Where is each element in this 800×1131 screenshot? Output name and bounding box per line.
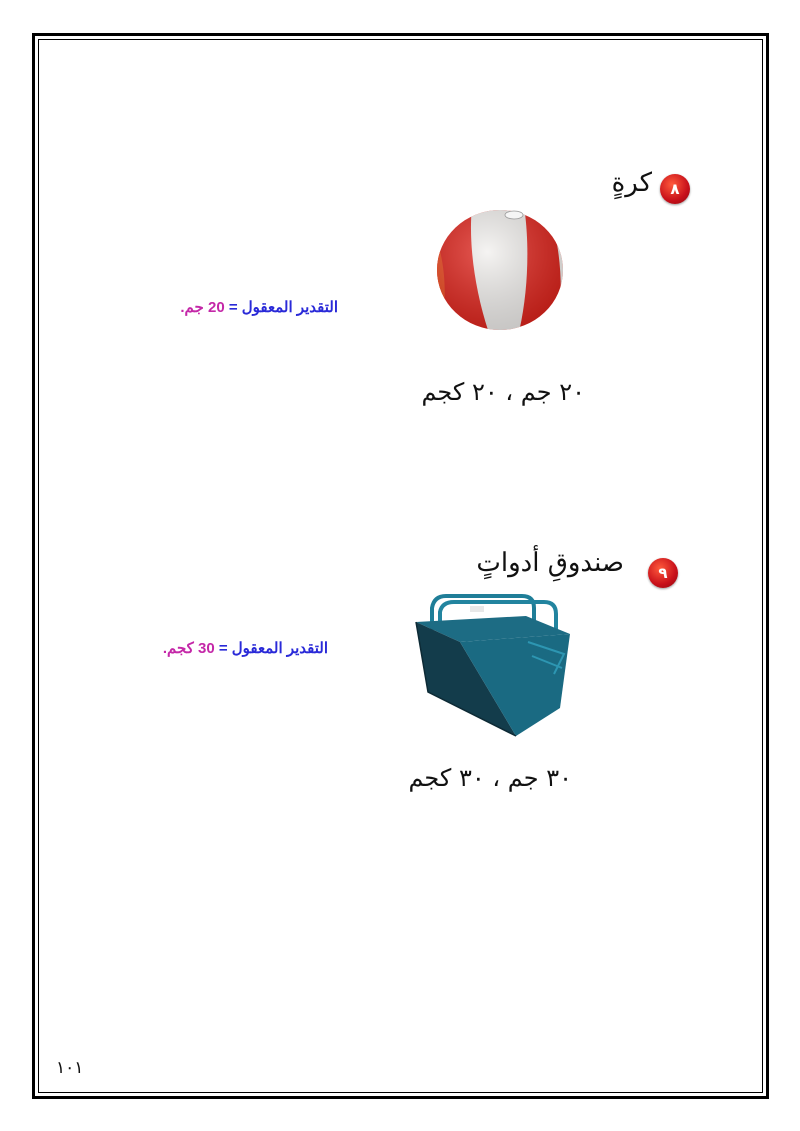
- beach-ball-image: [432, 206, 568, 334]
- question-number-badge: [648, 558, 678, 588]
- reasonable-estimate: [180, 298, 338, 316]
- options-text: ٣٠ جم ، ٣٠ كجم: [408, 764, 572, 792]
- options-text: ٢٠ جم ، ٢٠ كجم: [421, 378, 585, 406]
- estimate-label: التقدير المعقول =: [228, 299, 338, 316]
- reasonable-estimate: [163, 639, 328, 657]
- question-number: ٩: [658, 564, 668, 582]
- estimate-value: 20 جم.: [180, 299, 225, 316]
- question-number: ٨: [670, 180, 680, 198]
- question-title: صندوقِ أدواتٍ: [476, 548, 624, 578]
- page-number: ١٠١: [56, 1058, 84, 1078]
- toolbox-image: [410, 590, 574, 740]
- estimate-value: 30 كجم.: [162, 640, 215, 657]
- question-number-badge: [660, 174, 690, 204]
- question-title: كرةٍ: [611, 168, 652, 198]
- estimate-label: التقدير المعقول =: [218, 640, 328, 657]
